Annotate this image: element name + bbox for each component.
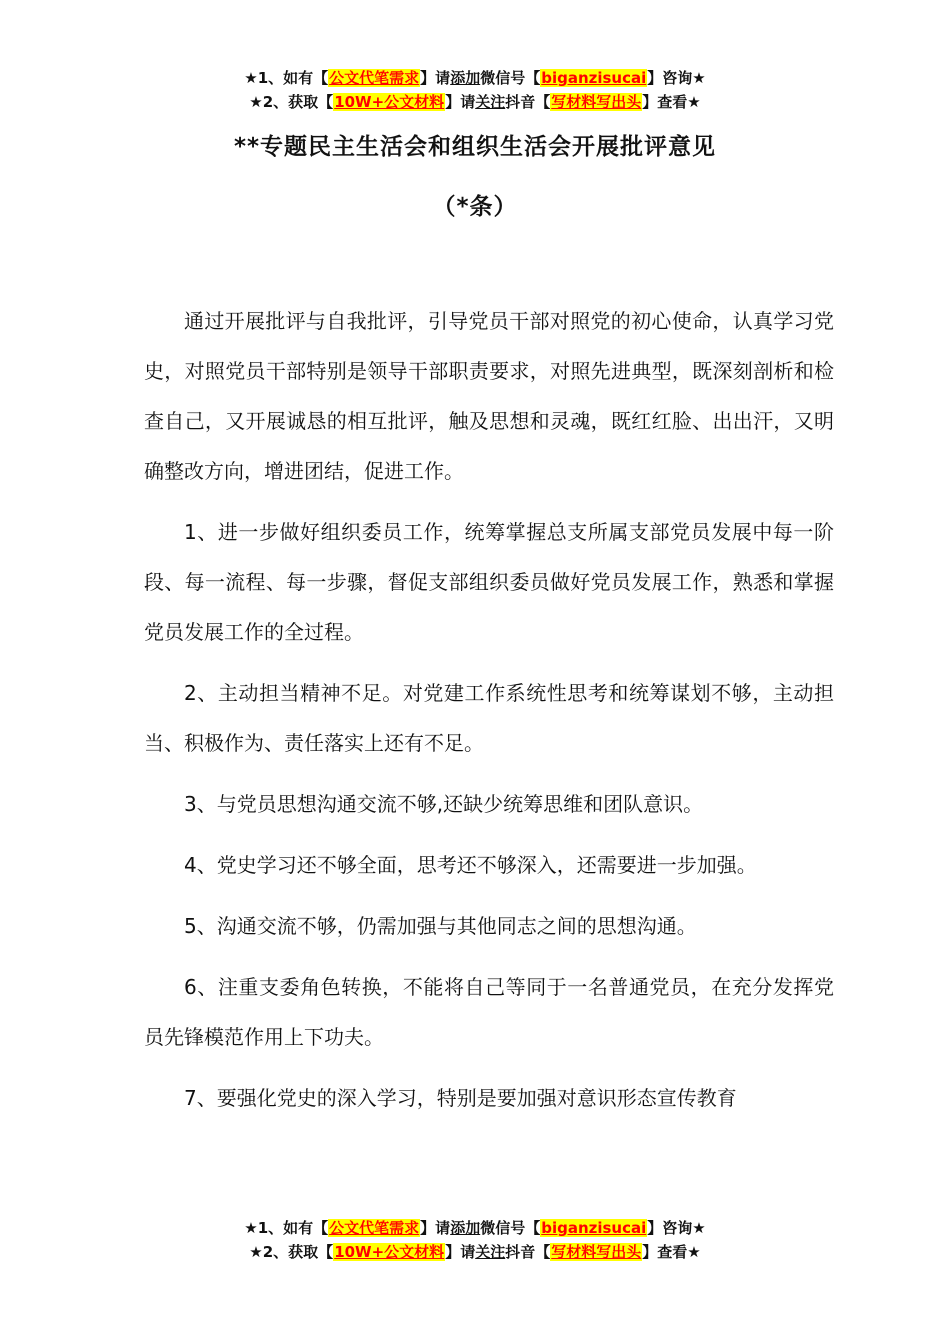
list-item: 4、党史学习还不够全面，思考还不够深入，还需要进一步加强。 xyxy=(184,853,757,877)
banner-text: 抖音【 xyxy=(505,1243,551,1261)
highlight-wechat-id: biganzisucai xyxy=(541,69,647,87)
footer-banner xyxy=(0,1216,950,1264)
highlight-materials: 10W+公文材料 xyxy=(334,93,445,111)
banner-line-2 xyxy=(0,1240,950,1264)
banner-text-underlined: 关注 xyxy=(475,93,506,111)
document-body xyxy=(144,296,834,1134)
highlight-douyin: 写材料写出头 xyxy=(551,1243,642,1261)
banner-text: 】请 xyxy=(445,93,476,111)
banner-text: 】请 xyxy=(420,69,451,87)
banner-line-2 xyxy=(0,90,950,114)
banner-line-1 xyxy=(0,66,950,90)
banner-text: 】咨询★ xyxy=(647,1219,706,1237)
banner-text: ★1、如有【 xyxy=(244,69,329,87)
list-item: 2、主动担当精神不足。对党建工作系统性思考和统筹谋划不够，主动担当、积极作为、责任落实上还有不足。 xyxy=(144,681,834,755)
highlight-service: 公文代笔需求 xyxy=(329,69,420,87)
list-item: 3、与党员思想沟通交流不够,还缺少统筹思维和团队意识。 xyxy=(184,792,704,816)
highlight-service: 公文代笔需求 xyxy=(329,1219,420,1237)
banner-text: 抖音【 xyxy=(505,93,551,111)
banner-text-underlined: 添加 xyxy=(450,1219,481,1237)
highlight-wechat-id: biganzisucai xyxy=(541,1219,647,1237)
banner-text: 】请 xyxy=(445,1243,476,1261)
highlight-materials: 10W+公文材料 xyxy=(334,1243,445,1261)
banner-text: 】查看★ xyxy=(642,93,701,111)
intro-paragraph: 通过开展批评与自我批评，引导党员干部对照党的初心使命，认真学习党史，对照党员干部特别是领导干部职责要求，对照先进典型，既深刻剖析和检查自己，又开展诚恳的相互批评，触及思想和灵魂，既红红脸、出出汗，又明确整改方向，增进团结，促进工作。 xyxy=(144,309,834,483)
list-item: 1、进一步做好组织委员工作，统筹掌握总支所属支部党员发展中每一阶段、每一流程、每一步骤，督促支部组织委员做好党员发展工作，熟悉和掌握党员发展工作的全过程。 xyxy=(144,520,834,644)
banner-text-underlined: 添加 xyxy=(450,69,481,87)
banner-text-underlined: 关注 xyxy=(475,1243,506,1261)
banner-text: 】查看★ xyxy=(642,1243,701,1261)
document-title: **专题民主生活会和组织生活会开展批评意见 xyxy=(233,134,717,160)
banner-text: 微信号【 xyxy=(480,69,541,87)
document-subtitle: （*条） xyxy=(432,194,518,220)
banner-line-1 xyxy=(0,1216,950,1240)
banner-text: 】请 xyxy=(420,1219,451,1237)
banner-text: ★2、获取【 xyxy=(249,1243,334,1261)
banner-text: 】咨询★ xyxy=(647,69,706,87)
highlight-douyin: 写材料写出头 xyxy=(551,93,642,111)
header-banner xyxy=(0,66,950,114)
banner-text: 微信号【 xyxy=(480,1219,541,1237)
list-item: 5、沟通交流不够，仍需加强与其他同志之间的思想沟通。 xyxy=(184,914,697,938)
banner-text: ★2、获取【 xyxy=(249,93,334,111)
list-item: 6、注重支委角色转换，不能将自己等同于一名普通党员，在充分发挥党员先锋模范作用上下功夫。 xyxy=(144,975,834,1049)
banner-text: ★1、如有【 xyxy=(244,1219,329,1237)
list-item: 7、要强化党史的深入学习，特别是要加强对意识形态宣传教育 xyxy=(184,1086,737,1110)
